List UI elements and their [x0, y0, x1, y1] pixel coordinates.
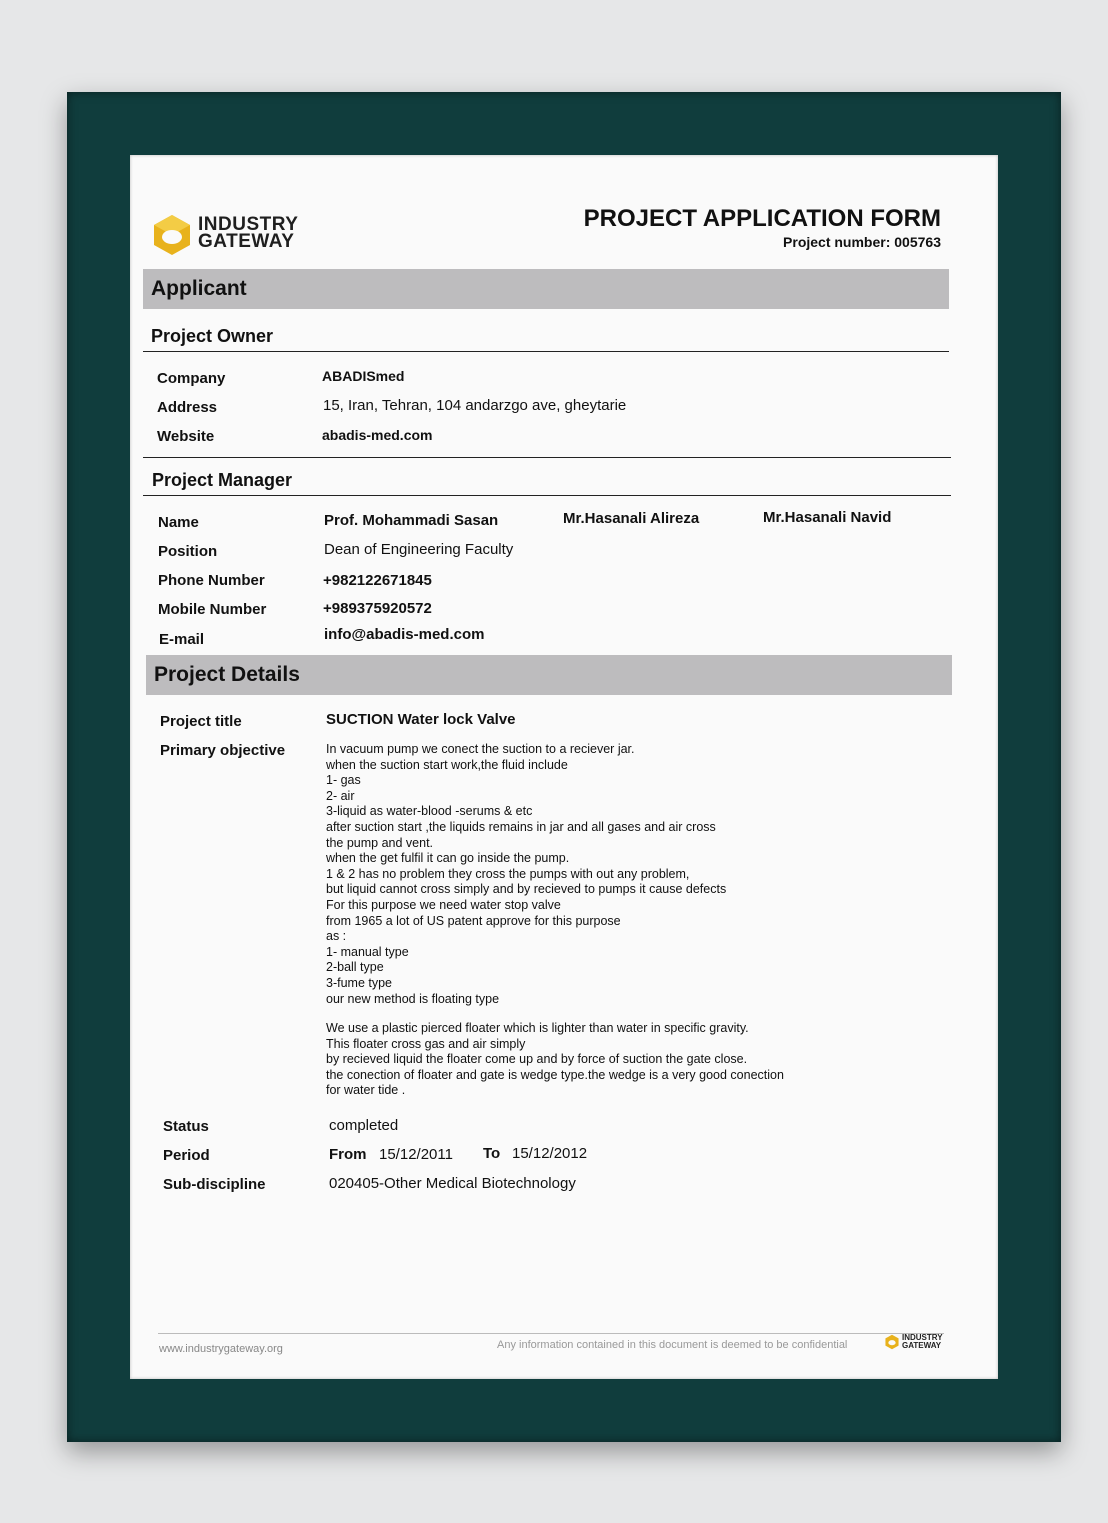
project-owner-heading: Project Owner: [151, 326, 274, 346]
email-value[interactable]: info@abadis-med.com: [324, 626, 485, 643]
objective-line: from 1965 a lot of US patent approve for this purpose: [326, 913, 621, 928]
status-value: completed: [329, 1117, 399, 1134]
project-title-value: SUCTION Water lock Valve: [326, 711, 516, 728]
objective-line: 3-liquid as water-blood -serums & etc: [326, 804, 533, 819]
objective-line: 1- gas: [326, 773, 361, 788]
objective-line: when the get fulfil it can go inside the pump.: [326, 851, 570, 866]
logo-line2: GATEWAY: [198, 231, 295, 252]
objective-line: as :: [326, 929, 347, 944]
phone-value: +982122671845: [323, 572, 432, 589]
project-manager-heading: Project Manager: [152, 470, 293, 490]
subdiscipline-label: Sub-discipline: [163, 1176, 266, 1193]
objective-line: the pump and vent.: [326, 835, 434, 850]
period-from-label: From: [329, 1146, 367, 1163]
objective-gap: [326, 1007, 926, 1021]
objective-line: by recieved liquid the floater come up and by force of suction the gate close.: [326, 1052, 748, 1067]
footer-logo: [884, 1333, 946, 1351]
project-number: Project number: 005763: [783, 234, 941, 250]
website-label: Website: [157, 428, 215, 445]
objective-line: our new method is floating type: [326, 991, 500, 1006]
section-applicant: Applicant: [143, 269, 949, 309]
period-to-value: 15/12/2012: [512, 1145, 588, 1162]
objective-line: when the suction start work,the fluid include: [326, 757, 568, 772]
company-value: ABADISmed: [322, 368, 405, 384]
objective-line: but liquid cannot cross simply and by recieved to pumps it cause defects: [326, 882, 727, 897]
manager-name: Prof. Mohammadi Sasan: [324, 512, 499, 529]
objective-line: 3-fume type: [326, 975, 393, 990]
status-label: Status: [163, 1118, 209, 1135]
industry-gateway-logo: [150, 213, 320, 259]
form-title: PROJECT APPLICATION FORM: [583, 205, 941, 232]
objective-line: 2- air: [326, 788, 355, 803]
mobile-label: Mobile Number: [158, 601, 267, 618]
position-label: Position: [158, 543, 218, 560]
divider: [143, 351, 949, 352]
objective-line: We use a plastic pierced floater which is lighter than water in specific gravity.: [326, 1021, 749, 1036]
company-label: Company: [157, 370, 226, 387]
objective-line: This floater cross gas and air simply: [326, 1036, 526, 1051]
section-project-details: Project Details: [146, 655, 952, 695]
name-label: Name: [158, 514, 199, 531]
website-value[interactable]: abadis-med.com: [322, 427, 433, 443]
hex-nut-icon: [884, 1334, 900, 1350]
phone-label: Phone Number: [158, 572, 265, 589]
period-label: Period: [163, 1147, 210, 1164]
logo-line1: INDUSTRY: [198, 214, 299, 235]
primary-objective-text: [326, 742, 926, 1099]
footer-website[interactable]: www.industrygateway.org: [159, 1343, 283, 1355]
period-from-value: 15/12/2011: [379, 1146, 453, 1163]
manager-name-3: Mr.Hasanali Navid: [763, 509, 892, 526]
objective-line: In vacuum pump we conect the suction to a reciever jar.: [326, 742, 635, 756]
primary-objective-label: Primary objective: [160, 742, 286, 759]
objective-line: 1 & 2 has no problem they cross the pumps with out any problem,: [326, 866, 690, 881]
mobile-value: +989375920572: [323, 600, 432, 617]
period-to-label: To: [483, 1145, 501, 1162]
footer-logo-line1: INDUSTRY: [902, 1333, 943, 1342]
objective-line: For this purpose we need water stop valve: [326, 897, 561, 912]
subdiscipline-value: 020405-Other Medical Biotechnology: [329, 1175, 576, 1192]
objective-line: for water tide .: [326, 1083, 406, 1098]
objective-line: the conection of floater and gate is wedge type.the wedge is a very good conection: [326, 1067, 784, 1082]
divider: [143, 495, 951, 496]
objective-line: 2-ball type: [326, 960, 384, 975]
footer-confidential-notice: Any information contained in this document is deemed to be confidential: [497, 1339, 848, 1351]
address-label: Address: [157, 399, 218, 416]
position-value: Dean of Engineering Faculty: [324, 541, 514, 558]
email-label: E-mail: [159, 631, 205, 648]
hex-nut-icon: [150, 213, 194, 257]
manager-name-2: Mr.Hasanali Alireza: [563, 510, 700, 527]
objective-line: 1- manual type: [326, 944, 409, 959]
address-value: 15, Iran, Tehran, 104 andarzgo ave, gheytarie: [323, 397, 627, 414]
footer-logo-line2: GATEWAY: [902, 1341, 942, 1350]
project-title-label: Project title: [160, 713, 242, 730]
footer-divider: [158, 1333, 944, 1334]
objective-line: after suction start ,the liquids remains in jar and all gases and air cross: [326, 819, 716, 834]
divider: [143, 457, 951, 458]
